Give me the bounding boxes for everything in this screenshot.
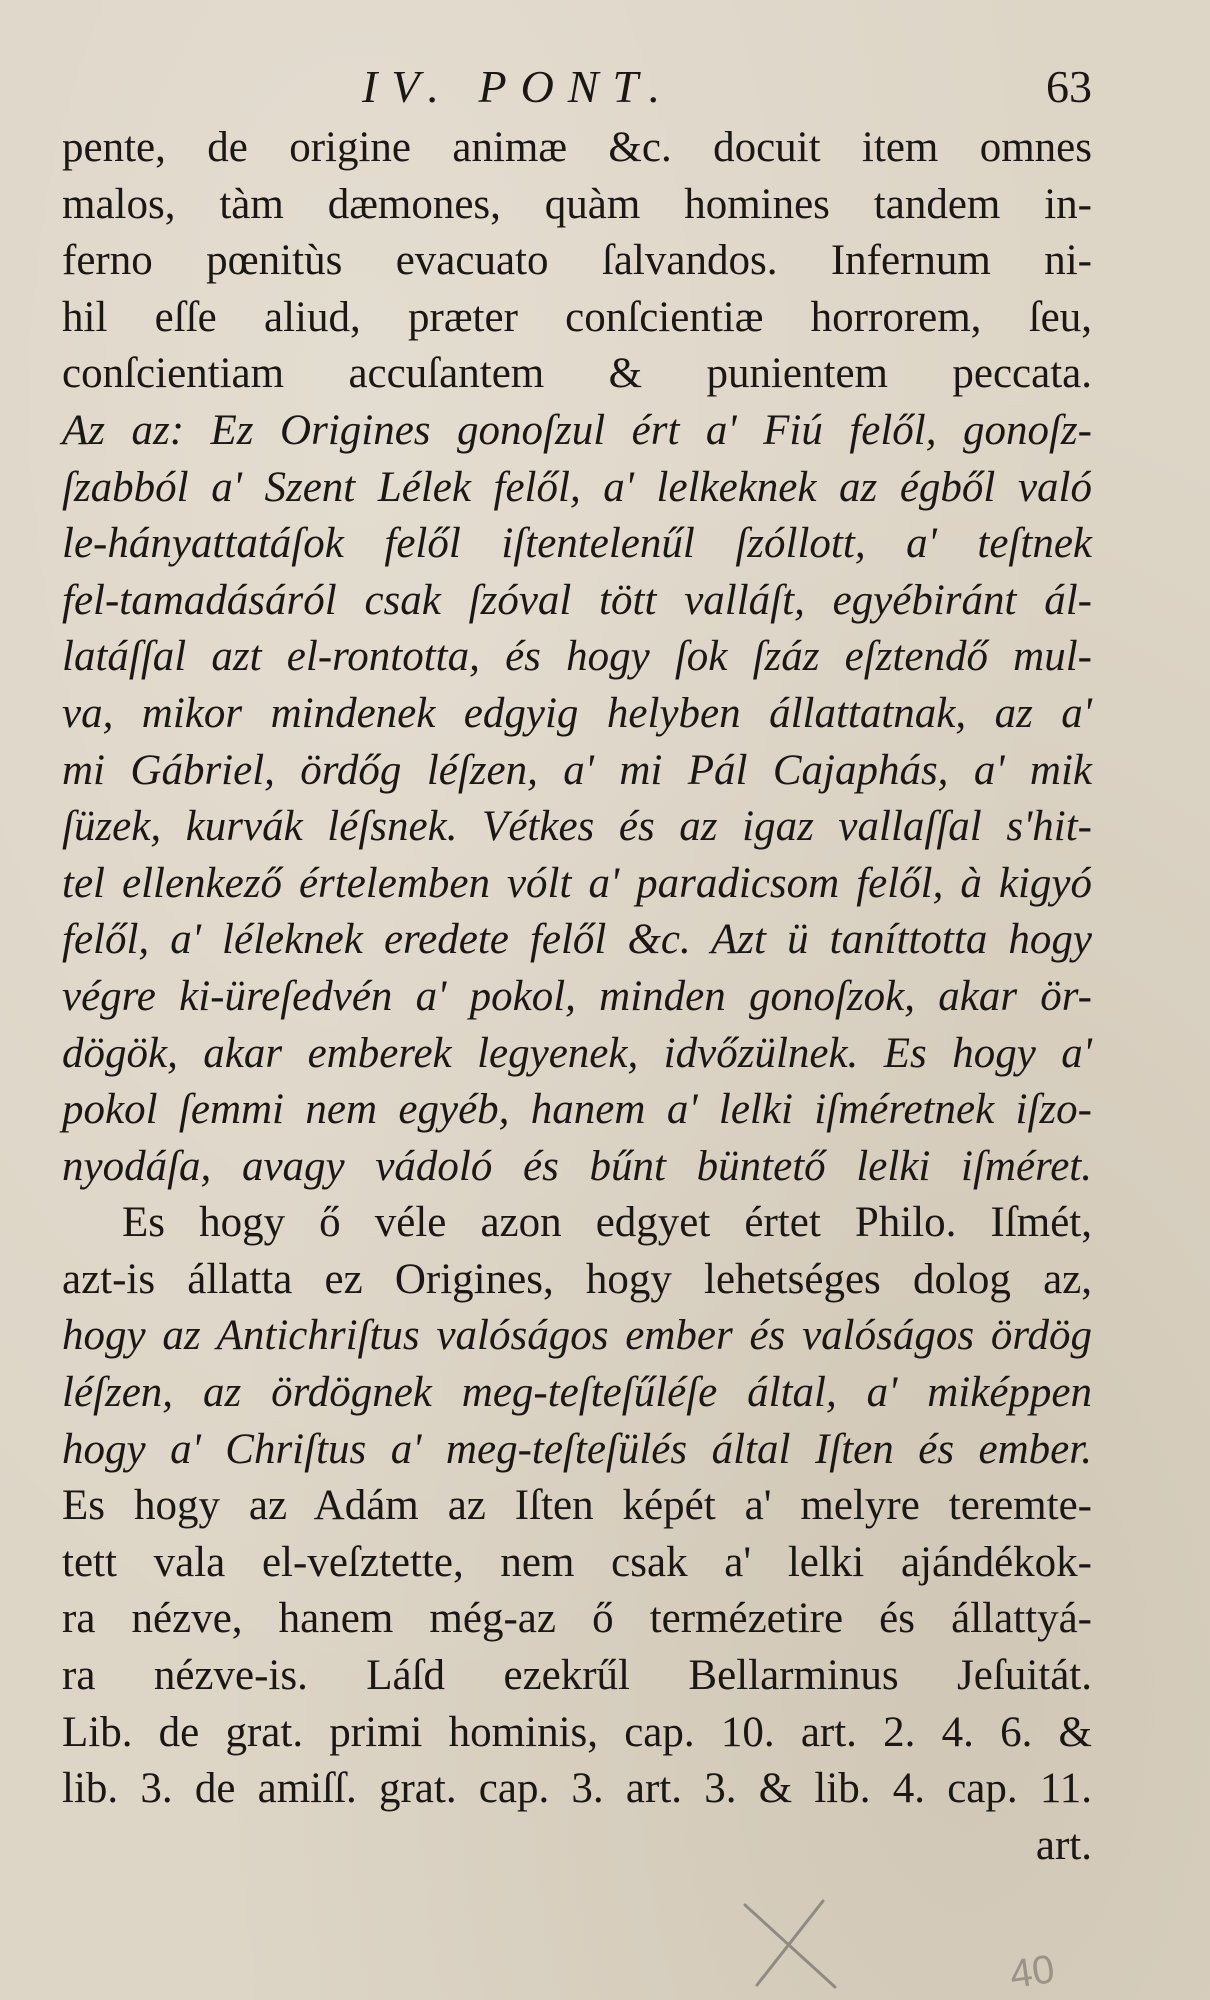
text-line: pokol ſemmi nem egyéb, hanem a' lelki iſméretnek iſzo- xyxy=(62,1086,1092,1134)
running-head: IV. PONT. xyxy=(362,61,675,112)
text-line: mi Gábriel, ördőg léſzen, a' mi Pál Cajaphás, a' mik xyxy=(62,746,1092,794)
text-line: pente, de origine animæ &c. docuit item omnes xyxy=(62,124,1092,171)
text-line: Es hogy ő véle azon edgyet értet Philo. Iſmét, xyxy=(122,1199,1092,1247)
text-line: tel ellenkező értelemben vólt a' paradicsom felől, à kigyó xyxy=(62,859,1092,907)
text-line: conſcientiam accuſantem & punientem peccata. xyxy=(62,350,1092,398)
text-line: felől, a' léleknek eredete felől &c. Azt ü taníttotta hogy xyxy=(62,916,1092,964)
text-line: malos, tàm dæmones, quàm homines tandem in- xyxy=(62,180,1092,228)
text-line: léſzen, az ördögnek meg-teſteſűléſe által, a' miképpen xyxy=(62,1369,1092,1417)
page-number: 63 xyxy=(1046,61,1092,112)
text-line: végre ki-üreſedvén a' pokol, minden gonoſzok, akar ör- xyxy=(62,972,1092,1020)
text-line: azt-is állatta ez Origines, hogy lehetséges dolog az, xyxy=(62,1255,1092,1303)
folio-pencil-note: 40 xyxy=(1007,1947,1058,1997)
text-line: tett vala el-veſztette, nem csak a' lelki ajándékok- xyxy=(62,1538,1092,1586)
text-line: ferno pœnitùs evacuato ſalvandos. Infernum ni- xyxy=(62,237,1092,285)
text-line: dögök, akar emberek legyenek, idvőzülnek. Es hogy a' xyxy=(62,1029,1092,1077)
pencil-cross-mark xyxy=(735,1895,845,1995)
text-line: Es hogy az Adám az Iſten képét a' melyre teremte- xyxy=(62,1482,1092,1530)
page-body-text xyxy=(62,120,1092,1900)
text-line: latáſſal azt el-rontotta, és hogy ſok ſzáz eſztendő mul- xyxy=(62,633,1092,681)
page-header xyxy=(62,52,1092,122)
text-line: ra nézve, hanem még-az ő termézetire és állattyá- xyxy=(62,1595,1092,1643)
text-line: ſzabból a' Szent Lélek felől, a' lelkeknek az égből való xyxy=(62,463,1092,511)
text-line: Az az: Ez Origines gonoſzul ért a' Fiú felől, gonoſz- xyxy=(62,406,1092,454)
text-line: hil eſſe aliud, præter conſcientiæ horrorem, ſeu, xyxy=(62,293,1092,341)
text-line: ſüzek, kurvák léſsnek. Vétkes és az igaz vallaſſal s'hit- xyxy=(62,803,1092,851)
text-line: hogy az Antichriſtus valóságos ember és valóságos ördög xyxy=(62,1312,1092,1360)
text-line: hogy a' Chriſtus a' meg-teſteſülés által Iſten és ember. xyxy=(62,1425,1092,1473)
text-line: ra nézve-is. Láſd ezekrűl Bellarminus Jeſuitát. xyxy=(62,1652,1092,1700)
text-line: va, mikor mindenek edgyig helyben állattatnak, az a' xyxy=(62,689,1092,737)
text-line: le-hányattatáſok felől iſtentelenűl ſzóllott, a' teſtnek xyxy=(62,520,1092,568)
text-line: fel-tamadásáról csak ſzóval tött valláſt, egyébiránt ál- xyxy=(62,576,1092,624)
text-line: lib. 3. de amiſſ. grat. cap. 3. art. 3. & lib. 4. cap. 11. xyxy=(62,1765,1092,1813)
text-line: Lib. de grat. primi hominis, cap. 10. art. 2. 4. 6. & xyxy=(62,1708,1092,1756)
text-line: nyodáſa, avagy vádoló és bűnt büntető lelki iſméret. xyxy=(62,1142,1092,1190)
catchword: art. xyxy=(1035,1821,1092,1869)
